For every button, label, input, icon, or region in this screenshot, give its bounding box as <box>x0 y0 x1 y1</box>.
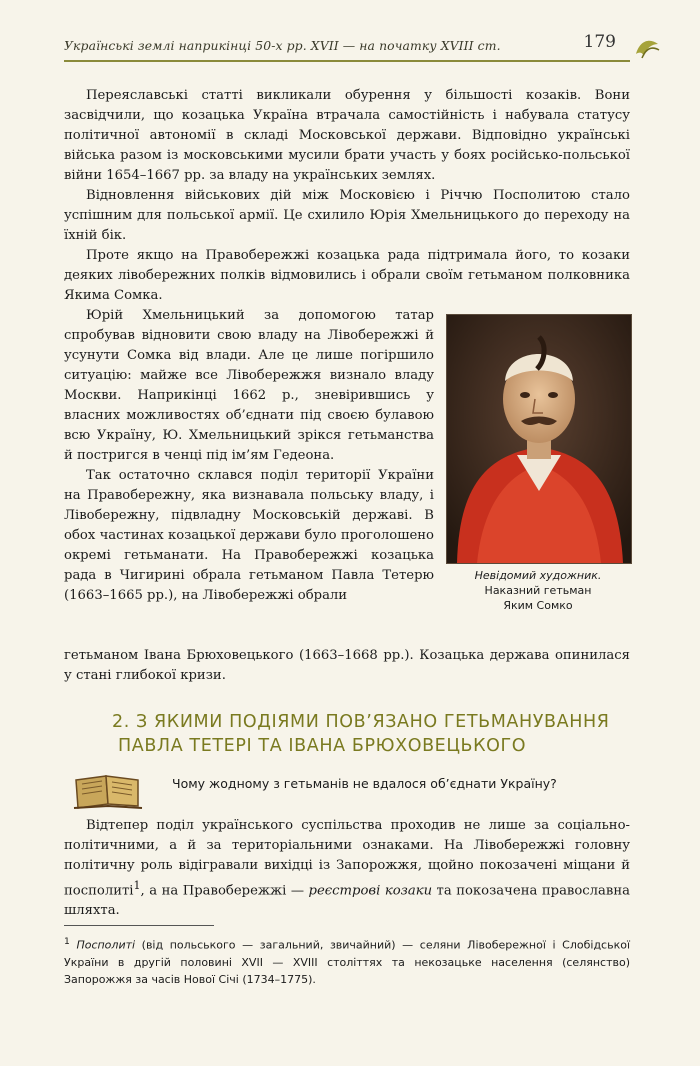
paragraph <box>64 816 630 921</box>
section-heading-line: ПАВЛА ТЕТЕРІ ТА ІВАНА БРЮХОВЕЦЬКОГО <box>118 736 527 756</box>
caption-line: Яким Сомко <box>503 599 573 612</box>
intro-paragraphs <box>64 86 630 306</box>
wrapped-paragraphs <box>64 306 434 606</box>
footnote-mark: 1 <box>64 936 70 947</box>
review-question: Чому жодному з гетьманів не вдалося об’єднати Україну? <box>172 776 557 791</box>
text-run: , а на Правобережжі — <box>140 883 309 899</box>
footnote-term: Посполиті <box>76 938 136 952</box>
text-run: та покозачена православна шляхта. <box>64 883 630 919</box>
running-title: Українські землі наприкінці 50-х рр. XVII — на початку XVIII ст. <box>64 38 501 53</box>
paragraph: гетьманом Івана Брюховецького (1663–1668 рр.). Козацька держава опинилася у стані глибокої кризи. <box>64 648 630 683</box>
page-number: 179 <box>583 32 616 52</box>
final-paragraph <box>64 816 630 921</box>
text-run: Відтепер поділ українського суспільства проходив не лише за соціально-політичними, а й за територіальними ознаками. На Лівобережжі головну політичну роль відігравали вихідці із Запорожжя, щойно покозачені міщани й посполиті <box>64 818 630 899</box>
emphasis-term: реєстрові козаки <box>308 883 433 899</box>
paragraph: Проте якщо на Правобережжі козацька рада підтримала його, то козаки деяких лівобережних полків відмовились і обрали своїм гетьманом полковника Якима Сомка. <box>64 248 630 303</box>
footnote-divider <box>64 925 214 926</box>
section-heading <box>112 710 632 758</box>
paragraph: Переяславські статті викликали обурення у більшості козаків. Вони засвідчили, що козацька Україна втрачала самостійність і набувала статусу політичної автономії в складі Московської держави. Відповідно українські війська разом із московськими мусили брати участь у боях російсько-польської війни 1654–1667 рр. за владу на українських землях. <box>64 88 630 183</box>
portrait-image <box>446 314 632 564</box>
footnote-ref: 1 <box>133 879 141 892</box>
caption-line: Наказний гетьман <box>484 584 592 597</box>
caption-author: Невідомий художник. <box>474 569 602 582</box>
portrait-caption <box>440 568 636 613</box>
paragraph-continuation <box>64 646 630 686</box>
footnote-text: (від польського — загальний, звичайний) — селяни Лівобережної і Слобідської України в другій половині XVII — XVIII століттях та некозацьке населення (селянство) Запорожжя за часів Нової Січі (1734–1775). <box>64 938 631 986</box>
page-ornament-icon <box>632 34 662 64</box>
page-header <box>64 34 630 62</box>
paragraph: Юрій Хмельницький за допомогою татар спробував відновити свою владу на Лівобережжі й усунути Сомка від влади. Але це лише погіршило ситуацію: майже все Лівобережжя визнало владу Москви. Наприкінці 1662 р., зневірившись у власних можливостях об’єднати під своєю булавою всю Україну, Ю. Хмельницький зрікся гетьманства й постригся в ченці під ім’ям Гедеона. <box>64 308 434 463</box>
book-icon <box>72 770 144 810</box>
section-heading-line: 2. З ЯКИМИ ПОДІЯМИ ПОВ’ЯЗАНО ГЕТЬМАНУВАННЯ <box>112 712 610 732</box>
footnote <box>64 933 630 988</box>
paragraph: Відновлення військових дій між Московією і Річчю Посполитою стало успішним для польської армії. Це схилило Юрія Хмельницького до переходу на їхній бік. <box>64 188 630 243</box>
paragraph: Так остаточно склався поділ території України на Правобережну, яка визнавала польську владу, і Лівобережну, підвладну Московській державі. В обох частинах козацької держави було проголошено окремі гетьманати. На Правобережжі козацька рада в Чигирині обрала гетьманом Павла Тетерю (1663–1665 рр.), на Лівобережжі обрали <box>64 468 434 603</box>
